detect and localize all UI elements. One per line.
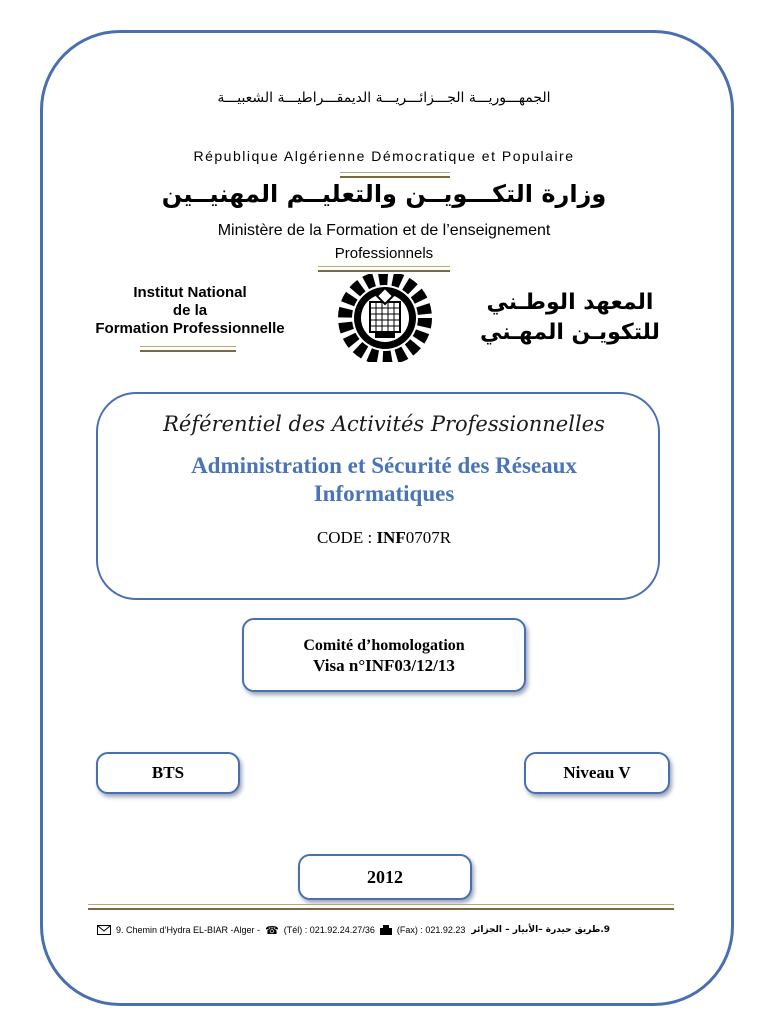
- year-box: 2012: [298, 854, 472, 900]
- ornament-divider: [318, 266, 450, 272]
- footer-fax: (Fax) : 021.92.23: [396, 925, 466, 935]
- specialty-title: Administration et Sécurité des Réseaux Informatiques: [191, 453, 577, 506]
- ministry-french-line1: Ministère de la Formation et de l’enseignement: [217, 222, 551, 239]
- phone-icon: ☎: [265, 924, 279, 937]
- footer-address-arabic: 9.طريق حيدرة –الأبيار – الجزائر: [471, 925, 611, 935]
- footer-address: 9. Chemin d’Hydra EL-BIAR -Alger -: [116, 925, 261, 935]
- republic-arabic: الجمهـــوريـــة الجـــزائـــريـــة الديمقـــراطيـــة الشعبيـــة: [217, 90, 551, 106]
- code-rest: 0707R: [405, 528, 452, 547]
- ornament-divider: [140, 346, 236, 352]
- institute-fr-line3: Formation Professionnelle: [95, 320, 285, 337]
- diploma-box: BTS: [96, 752, 240, 794]
- institute-name-french: [70, 284, 310, 338]
- footer-divider: [88, 904, 674, 910]
- code-label: CODE :: [316, 528, 377, 547]
- visa-line2: Visa n°INF03/12/13: [313, 656, 455, 675]
- republic-french: République Algérienne Démocratique et Populaire: [193, 148, 575, 164]
- mail-icon: [97, 925, 111, 935]
- fax-icon: [380, 925, 392, 935]
- footer-contact: [92, 922, 682, 938]
- code-line: [0, 528, 768, 548]
- institute-fr-line1: Institut National: [133, 284, 247, 301]
- code-bold: INF: [376, 528, 406, 547]
- ministry-french-line2: Professionnels: [334, 245, 434, 262]
- institute-logo: [335, 274, 435, 362]
- niveau-box: Niveau V: [524, 752, 670, 794]
- visa-line1: Comité d’homologation: [303, 637, 465, 654]
- institute-name-arabic: [470, 288, 670, 348]
- institute-ar-line2: للتكويـن المهـني: [480, 320, 660, 345]
- referential-title: Référentiel des Activités Professionnelles: [163, 412, 605, 436]
- visa-box: [242, 618, 526, 692]
- ministry-arabic: وزارة التكـــويــن والتعليــم المهنيــين: [161, 180, 607, 208]
- ornament-divider: [340, 172, 450, 178]
- institute-fr-line2: de la: [172, 302, 208, 319]
- footer-tel: (Tél) : 021.92.24.27/36: [283, 925, 375, 935]
- institute-ar-line1: المعهد الوطـني: [486, 290, 654, 315]
